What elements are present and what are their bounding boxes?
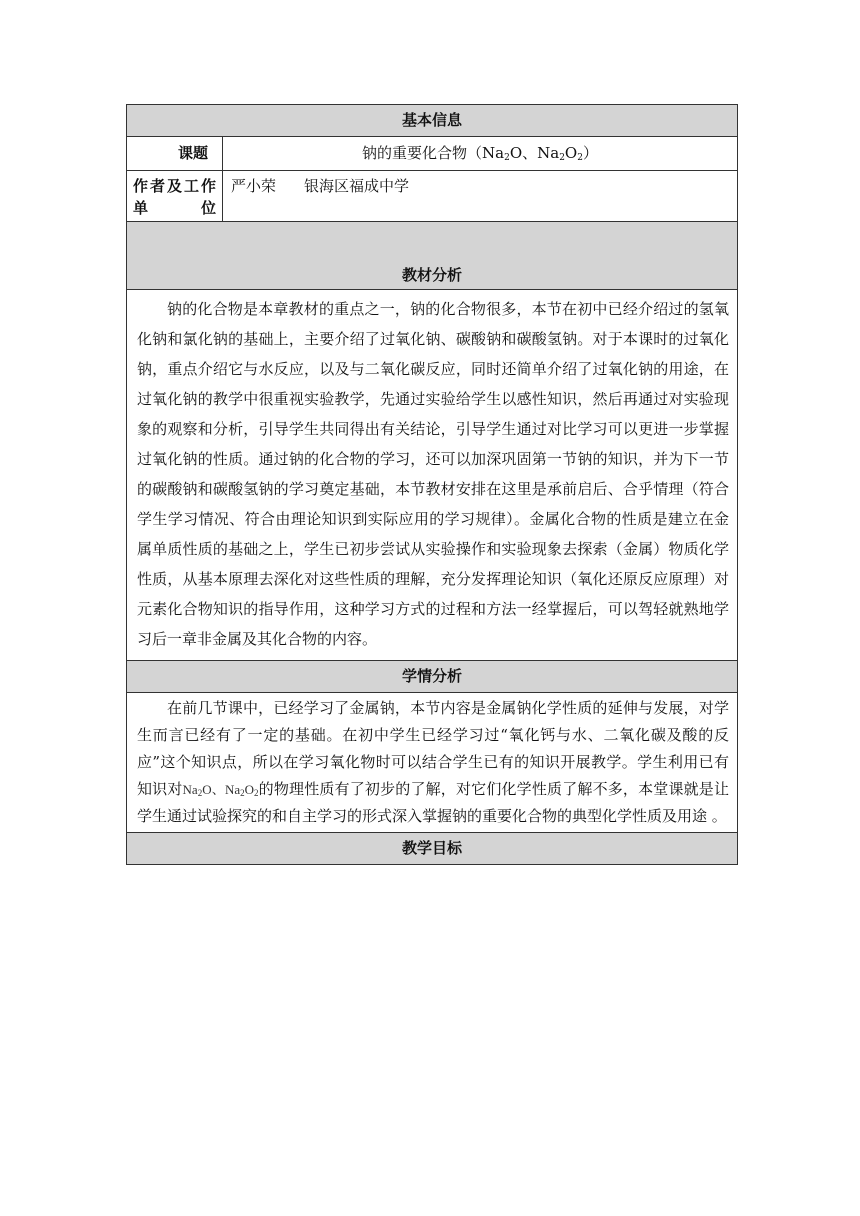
- goals-header-row: [127, 833, 738, 865]
- author-label: 作者及工作单位: [127, 171, 223, 222]
- basic-info-header-row: [127, 105, 738, 137]
- topic-value: 钠的重要化合物（$Na_2O$、$Na_2O_2$）: [223, 137, 738, 171]
- textbook-analysis-text: 钠的化合物是本章教材的重点之一，钠的化合物很多，本节在初中已经介绍过的氢氧化钠和氯化钠的基础上，主要介绍了过氧化钠、碳酸钠和碳酸氢钠。对于本课时的过氧化钠，重点介绍它与水反应，以及与二氧化碳反应，同时还简单介绍了过氧化钠的用途，在过氧化钠的教学中很重视实验教学，先通过实验给学生以感性知识，然后再通过对实验现象的观察和分析，引导学生共同得出有关结论，引导学生通过对比学习可以更进一步掌握过氧化钠的性质。通过钠的化合物的学习，还可以加深巩固第一节钠的知识，并为下一节的碳酸钠和碳酸氢钠的学习奠定基础，本节教材安排在这里是承前启后、合乎情理（符合学生学习情况、符合由理论知识到实际应用的学习规律）。金属化合物的性质是建立在金属单质性质的基础之上，学生已初步尝试从实验操作和实验现象去探索（金属）物质化学性质，从基本原理去深化对这些性质的理解，充分发挥理论知识（氧化还原反应原理）对元素化合物知识的指导作用，这种学习方式的过程和方法一经掌握后，可以驾轻就熟地学习后一章非金属及其化合物的内容。: [137, 300, 729, 648]
- author-value: [223, 171, 738, 222]
- author-row: [127, 171, 738, 222]
- student-analysis-text: 在前几节课中，已经学习了金属钠，本节内容是金属钠化学性质的延伸与发展，对学生而言已经有了一定的基础。在初中学生已经学习过“氧化钙与水、二氧化碳及酸的反应”这个知识点，所以在学习氧化物时可以结合学生已有的知识开展教学。学生利用已有知识对$Na_2O$、$Na_2O_2$的物理性质有了初步的了解，对它们化学性质了解不多，本堂课就是让学生通过试验探究的和自主学习的形式深入掌握钠的重要化合物的典型化学性质及用途 。: [137, 699, 729, 825]
- textbook-header-row: [127, 222, 738, 290]
- textbook-body-row: [127, 290, 738, 661]
- student-analysis-header: 学情分析: [127, 661, 738, 693]
- chem-formula-na2o-na2o2: $Na_2O$、$Na_2O_2$: [182, 782, 259, 798]
- student-analysis-body: [127, 693, 738, 833]
- topic-label: 课题: [127, 137, 223, 171]
- author-unit: 银海区福成中学: [304, 177, 410, 195]
- author-name: 严小荣: [231, 177, 277, 195]
- student-body-row: [127, 693, 738, 833]
- teaching-goals-header: 教学目标: [127, 833, 738, 865]
- student-header-row: [127, 661, 738, 693]
- basic-info-header: 基本信息: [127, 105, 738, 137]
- textbook-analysis-body: [127, 290, 738, 661]
- topic-row: [127, 137, 738, 171]
- textbook-analysis-header: 教材分析: [127, 222, 738, 290]
- lesson-plan-table: [126, 104, 738, 865]
